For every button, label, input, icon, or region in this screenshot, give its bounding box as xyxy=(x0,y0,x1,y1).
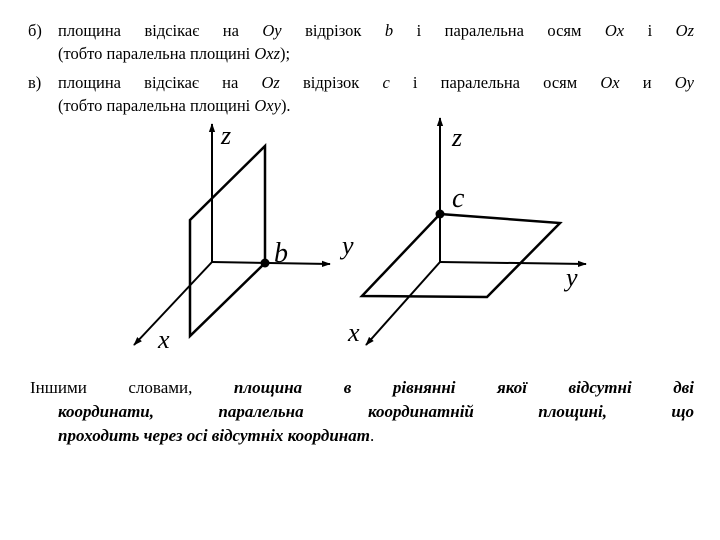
right-point-label: c xyxy=(452,183,465,214)
summary-line-2 xyxy=(58,400,694,424)
left-plane-oxz xyxy=(190,146,265,336)
right-diagram xyxy=(347,118,586,347)
item-b-text-4: і xyxy=(624,21,676,40)
item-c-text-1: площина відсікає на xyxy=(58,73,262,92)
item-c-text-4: и xyxy=(619,73,675,92)
summary-plain-text: Іншими словами, xyxy=(30,378,234,397)
item-b-text-3: і паралельна осям xyxy=(393,21,605,40)
item-b-var-oz: Oz xyxy=(675,21,694,40)
item-b-line-2 xyxy=(58,42,694,65)
summary-end: . xyxy=(369,426,375,445)
item-b-var-ox: Ox xyxy=(604,21,625,40)
item-c-line-1 xyxy=(58,71,694,94)
right-z-label: z xyxy=(452,123,463,152)
coordinate-planes-figure xyxy=(0,110,720,360)
left-x-axis xyxy=(134,262,212,345)
item-c-text-3: і паралельна осям xyxy=(389,73,601,92)
right-y-axis xyxy=(440,262,586,264)
item-c-var-ox: Ox xyxy=(600,73,620,92)
item-c-var-c: c xyxy=(382,73,390,92)
item-c-var-oz: Oz xyxy=(261,73,280,92)
item-c-paren-1: (тобто паралельна площині xyxy=(58,96,255,115)
left-z-label: z xyxy=(221,121,232,150)
right-plane-oxy xyxy=(362,214,560,297)
left-y-label: y xyxy=(342,231,354,260)
item-b-text-2: відрізок xyxy=(281,21,385,40)
item-b-var-oxz: Oxz xyxy=(254,44,281,63)
right-x-label: x xyxy=(348,318,360,347)
item-b-line-1 xyxy=(58,19,694,42)
right-x-axis xyxy=(366,262,440,345)
item-b-paren-1: (тобто паралельна площині xyxy=(58,44,255,63)
item-c-paren-2: ). xyxy=(280,96,291,115)
left-point-label: b xyxy=(274,238,288,269)
left-x-label: x xyxy=(158,325,170,354)
item-b-var-b: b xyxy=(384,21,394,40)
left-diagram xyxy=(134,121,354,354)
summary-emphasis-3: проходить через осі відсутніх координат xyxy=(58,426,370,445)
right-point-c xyxy=(436,210,445,219)
left-y-axis xyxy=(212,262,330,264)
item-c-text-2: відрізок xyxy=(279,73,383,92)
summary-line-1 xyxy=(30,376,694,400)
summary-paragraph xyxy=(30,376,694,448)
left-point-b xyxy=(261,259,270,268)
list-marker-b: б) xyxy=(28,21,42,40)
summary-emphasis-2: координати, паралельна координатній площині, що xyxy=(58,402,694,421)
summary-emphasis-1: площина в рівнянні якої відсутні дві xyxy=(233,378,694,397)
item-b-text-1: площина відсікає на xyxy=(58,21,263,40)
item-c-var-oxy: Oxy xyxy=(254,96,281,115)
summary-line-3 xyxy=(58,424,694,448)
list-marker-c: в) xyxy=(28,73,42,92)
list-item-b xyxy=(28,19,694,65)
right-y-label: y xyxy=(566,263,578,292)
item-b-var-oy: Oy xyxy=(262,21,282,40)
item-c-var-oy: Oy xyxy=(674,73,694,92)
item-b-paren-2: ); xyxy=(280,44,291,63)
